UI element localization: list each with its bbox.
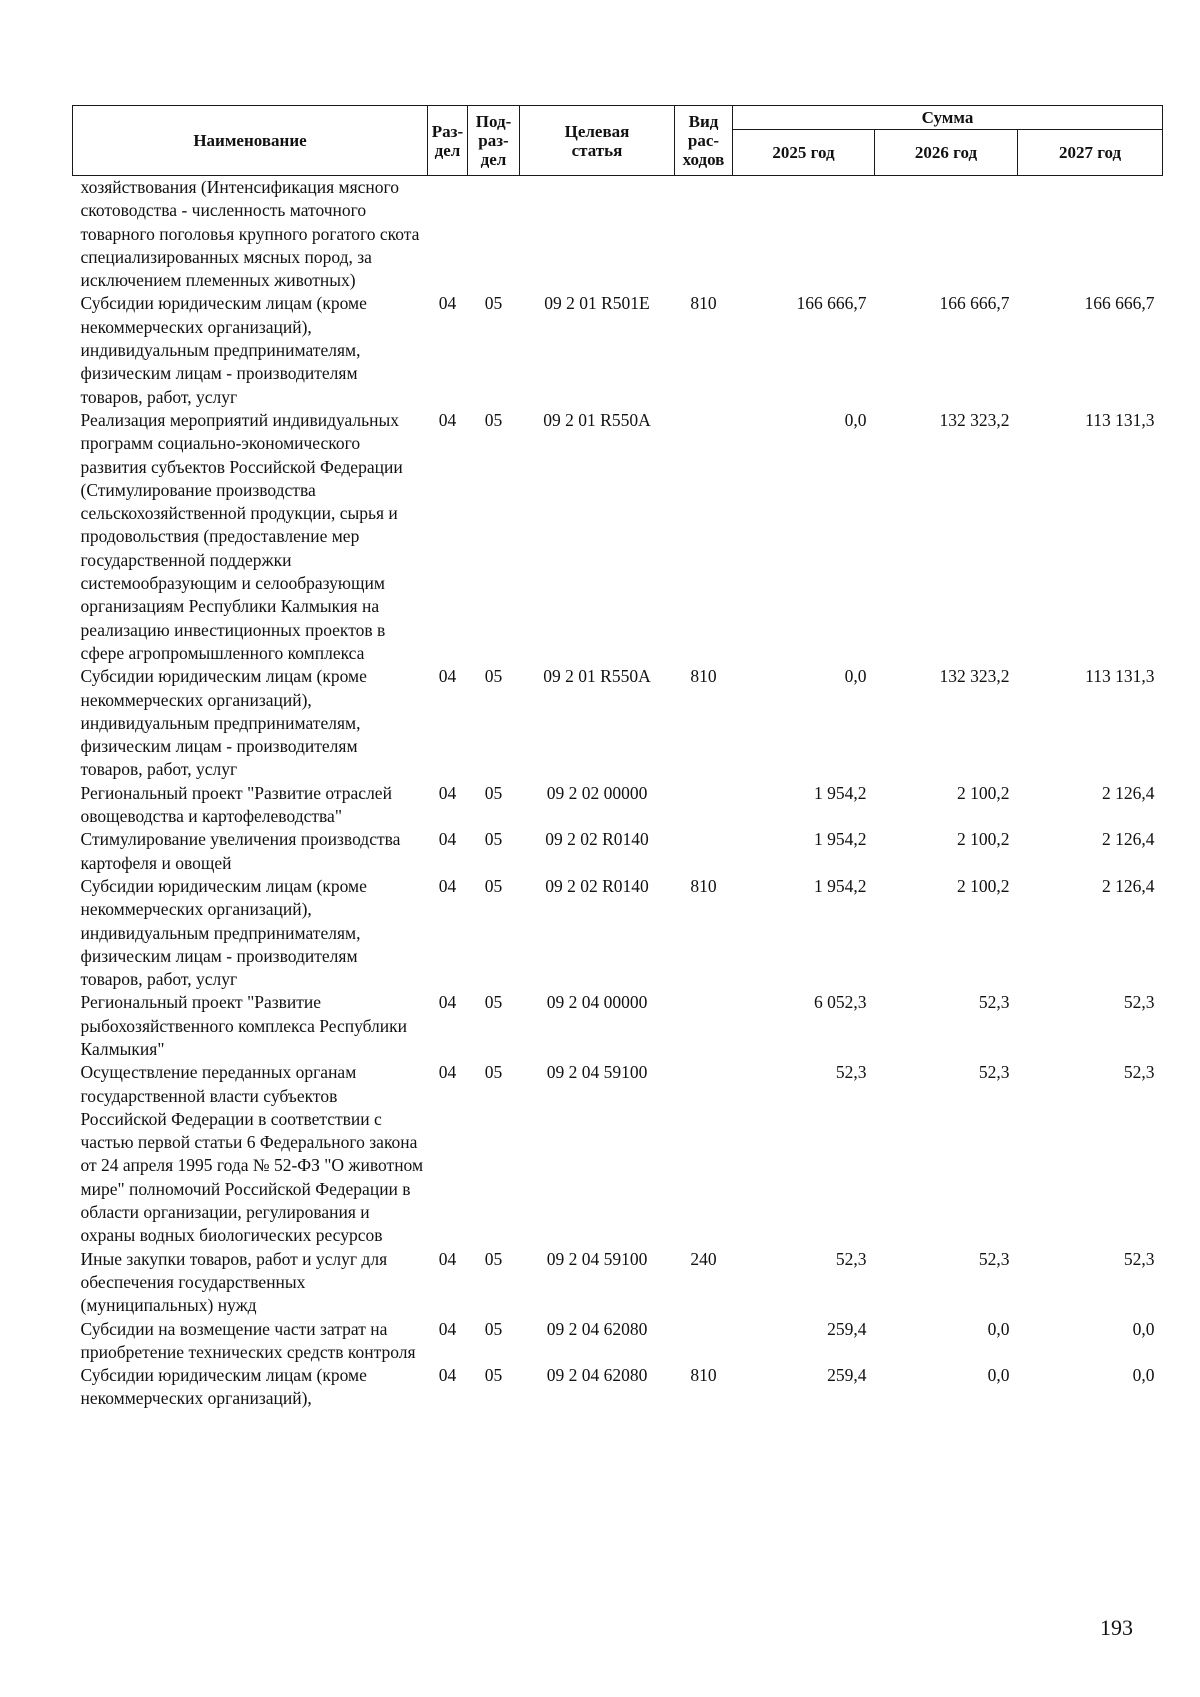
table-row bbox=[73, 828, 1163, 875]
cell-podrazdel: 05 bbox=[484, 1248, 503, 1269]
table-row bbox=[73, 665, 1163, 781]
cell-2027: 113 131,3 bbox=[1085, 666, 1155, 687]
cell-vid-rashodov bbox=[675, 1318, 733, 1365]
cell-vid-rashodov: 810 bbox=[690, 293, 717, 314]
cell-podrazdel: 05 bbox=[484, 875, 503, 896]
cell-celevaya-statya: 09 2 01 R550A bbox=[543, 409, 651, 430]
page-number: 193 bbox=[1100, 1615, 1133, 1640]
cell-2027: 0,0 bbox=[1132, 1318, 1155, 1339]
cell-podrazdel: 05 bbox=[484, 782, 503, 803]
cell-podrazdel bbox=[468, 176, 520, 293]
cell-2027: 166 666,7 bbox=[1084, 293, 1155, 314]
cell-2025: 6 052,3 bbox=[814, 992, 867, 1013]
cell-vid-rashodov: 810 bbox=[690, 875, 717, 896]
budget-table-page bbox=[72, 105, 1162, 1411]
cell-2025: 1 954,2 bbox=[814, 782, 867, 803]
cell-celevaya-statya: 09 2 04 62080 bbox=[546, 1365, 648, 1386]
table-row bbox=[73, 1248, 1163, 1318]
cell-2026: 0,0 bbox=[987, 1318, 1010, 1339]
cell-2027: 2 126,4 bbox=[1102, 782, 1155, 803]
cell-2026: 52,3 bbox=[978, 1062, 1010, 1083]
cell-vid-rashodov bbox=[675, 991, 733, 1061]
cell-2025: 0,0 bbox=[844, 409, 867, 430]
table-header bbox=[73, 106, 1163, 176]
cell-2026: 52,3 bbox=[978, 1248, 1010, 1269]
cell-podrazdel: 05 bbox=[484, 1365, 503, 1386]
cell-razdel: 04 bbox=[438, 1062, 457, 1083]
cell-name: Субсидии юридическим лицам (кроме некоммерческих организаций), индивидуальным предпринимателям, физическим лицам - производителям товаров, работ, услуг bbox=[80, 293, 367, 407]
cell-vid-rashodov bbox=[675, 1061, 733, 1247]
header-razdel-text: Раз- дел bbox=[431, 121, 464, 160]
cell-razdel: 04 bbox=[438, 293, 457, 314]
cell-name: Стимулирование увеличения производства картофеля и овощей bbox=[80, 829, 401, 873]
cell-razdel: 04 bbox=[438, 875, 457, 896]
cell-2026: 0,0 bbox=[987, 1365, 1010, 1386]
cell-vid-rashodov: 240 bbox=[690, 1248, 717, 1269]
cell-name: Реализация мероприятий индивидуальных программ социально-экономического развития субъектов Российской Федерации (Стимулирование производства сельскохозяйственной продукции, сырья и продовольствия (предоставление мер государственной поддержки системообразующим и селообразующим организациям Республики Калмыкия на реализацию инвестиционных проектов в сфере агропромышленного комплекса bbox=[80, 409, 403, 663]
cell-razdel: 04 bbox=[438, 992, 457, 1013]
cell-2025: 52,3 bbox=[835, 1248, 867, 1269]
cell-2025: 259,4 bbox=[827, 1318, 867, 1339]
cell-celevaya-statya: 09 2 04 62080 bbox=[546, 1318, 648, 1339]
header-summa: Сумма bbox=[733, 106, 1163, 130]
table-row bbox=[73, 991, 1163, 1061]
cell-celevaya-statya: 09 2 04 00000 bbox=[546, 992, 648, 1013]
cell-razdel: 04 bbox=[438, 1365, 457, 1386]
cell-2027: 2 126,4 bbox=[1102, 875, 1155, 896]
cell-vid-rashodov: 810 bbox=[690, 1365, 717, 1386]
cell-2025: 52,3 bbox=[835, 1062, 867, 1083]
cell-celevaya-statya bbox=[520, 176, 675, 293]
header-2027: 2027 год bbox=[1018, 130, 1163, 176]
cell-2025: 1 954,2 bbox=[814, 875, 867, 896]
cell-name: Субсидии юридическим лицам (кроме некоммерческих организаций), индивидуальным предпринимателям, физическим лицам - производителям товаров, работ, услуг bbox=[80, 875, 367, 990]
cell-vid-rashodov bbox=[675, 176, 733, 293]
cell-celevaya-statya: 09 2 01 R550A bbox=[543, 666, 651, 687]
cell-name: Региональный проект "Развитие рыбохозяйственного комплекса Республики Калмыкия" bbox=[80, 992, 408, 1059]
cell-2026: 132 323,2 bbox=[939, 666, 1010, 687]
cell-name: Осуществление переданных органам государственной власти субъектов Российской Федерации в соответствии с частью первой статьи 6 Федерального закона от 24 апреля 1995 года № 52-ФЗ "О животном мире" полномочий Российской Федерации в области организации, регулирования и охраны водных биологических ресурсов bbox=[80, 1062, 424, 1246]
cell-vid-rashodov bbox=[675, 782, 733, 829]
table-row bbox=[73, 1364, 1163, 1411]
table-row bbox=[73, 292, 1163, 408]
cell-podrazdel: 05 bbox=[484, 992, 503, 1013]
header-2026: 2026 год bbox=[875, 130, 1018, 176]
header-podrazdel-text: Под- раз- дел bbox=[475, 112, 512, 169]
cell-razdel bbox=[428, 176, 468, 293]
cell-razdel: 04 bbox=[438, 1248, 457, 1269]
cell-2027: 113 131,3 bbox=[1085, 409, 1155, 430]
header-celevaya-text: Целевая статья bbox=[564, 121, 630, 160]
cell-2027: 52,3 bbox=[1123, 1062, 1155, 1083]
cell-vid-rashodov bbox=[675, 828, 733, 875]
cell-2025: 1 954,2 bbox=[814, 829, 867, 850]
cell-2027 bbox=[1018, 176, 1163, 293]
cell-2027: 52,3 bbox=[1123, 1248, 1155, 1269]
cell-razdel: 04 bbox=[438, 666, 457, 687]
header-podrazdel bbox=[468, 106, 520, 176]
table-row bbox=[73, 409, 1163, 665]
cell-razdel: 04 bbox=[438, 829, 457, 850]
cell-2026: 132 323,2 bbox=[939, 409, 1010, 430]
table-row bbox=[73, 176, 1163, 293]
cell-celevaya-statya: 09 2 02 R0140 bbox=[545, 829, 649, 850]
cell-podrazdel: 05 bbox=[484, 409, 503, 430]
header-vid-text: Вид рас- ходов bbox=[682, 112, 725, 169]
table-row bbox=[73, 875, 1163, 991]
cell-2026: 52,3 bbox=[978, 992, 1010, 1013]
cell-celevaya-statya: 09 2 02 R0140 bbox=[545, 875, 649, 896]
cell-2026: 2 100,2 bbox=[957, 829, 1010, 850]
budget-table bbox=[72, 105, 1163, 1411]
cell-podrazdel: 05 bbox=[484, 829, 503, 850]
cell-2027: 2 126,4 bbox=[1102, 829, 1155, 850]
cell-2025: 259,4 bbox=[827, 1365, 867, 1386]
cell-vid-rashodov bbox=[675, 409, 733, 665]
header-celevaya-statya bbox=[520, 106, 675, 176]
cell-2026: 2 100,2 bbox=[957, 782, 1010, 803]
cell-celevaya-statya: 09 2 02 00000 bbox=[546, 782, 648, 803]
cell-podrazdel: 05 bbox=[484, 1062, 503, 1083]
header-2025: 2025 год bbox=[733, 130, 875, 176]
cell-2025 bbox=[733, 176, 875, 293]
cell-razdel: 04 bbox=[438, 782, 457, 803]
cell-2025: 166 666,7 bbox=[796, 293, 867, 314]
header-razdel bbox=[428, 106, 468, 176]
header-vid-rashodov bbox=[675, 106, 733, 176]
cell-2026: 166 666,7 bbox=[939, 293, 1010, 314]
cell-2027: 52,3 bbox=[1123, 992, 1155, 1013]
header-name: Наименование bbox=[73, 106, 428, 176]
cell-celevaya-statya: 09 2 04 59100 bbox=[546, 1062, 648, 1083]
cell-celevaya-statya: 09 2 01 R501E bbox=[544, 293, 650, 314]
cell-2026: 2 100,2 bbox=[957, 875, 1010, 896]
cell-podrazdel: 05 bbox=[484, 293, 503, 314]
cell-celevaya-statya: 09 2 04 59100 bbox=[546, 1248, 648, 1269]
cell-podrazdel: 05 bbox=[484, 1318, 503, 1339]
cell-razdel: 04 bbox=[438, 1318, 457, 1339]
cell-name: Субсидии на возмещение части затрат на приобретение технических средств контроля bbox=[80, 1318, 416, 1362]
cell-2026 bbox=[875, 176, 1018, 293]
cell-name: Субсидии юридическим лицам (кроме некоммерческих организаций), индивидуальным предпринимателям, физическим лицам - производителям товаров, работ, услуг bbox=[80, 666, 367, 780]
cell-vid-rashodov: 810 bbox=[690, 666, 717, 687]
cell-name: Субсидии юридическим лицам (кроме некоммерческих организаций), bbox=[80, 1365, 367, 1409]
cell-2027: 0,0 bbox=[1132, 1365, 1155, 1386]
table-row bbox=[73, 1318, 1163, 1365]
table-row bbox=[73, 1061, 1163, 1247]
cell-name: Региональный проект "Развитие отраслей овощеводства и картофелеводства" bbox=[80, 782, 392, 827]
cell-2025: 0,0 bbox=[844, 666, 867, 687]
table-body bbox=[73, 176, 1163, 1411]
cell-razdel: 04 bbox=[438, 409, 457, 430]
table-row bbox=[73, 782, 1163, 829]
cell-name: Иные закупки товаров, работ и услуг для обеспечения государственных (муниципальных) нужд bbox=[80, 1248, 388, 1316]
cell-name: хозяйствования (Интенсификация мясного скотоводства - численность маточного товарного поголовья крупного рогатого скота специализированных мясных пород, за исключением племенных животных) bbox=[80, 177, 420, 291]
cell-podrazdel: 05 bbox=[484, 666, 503, 687]
